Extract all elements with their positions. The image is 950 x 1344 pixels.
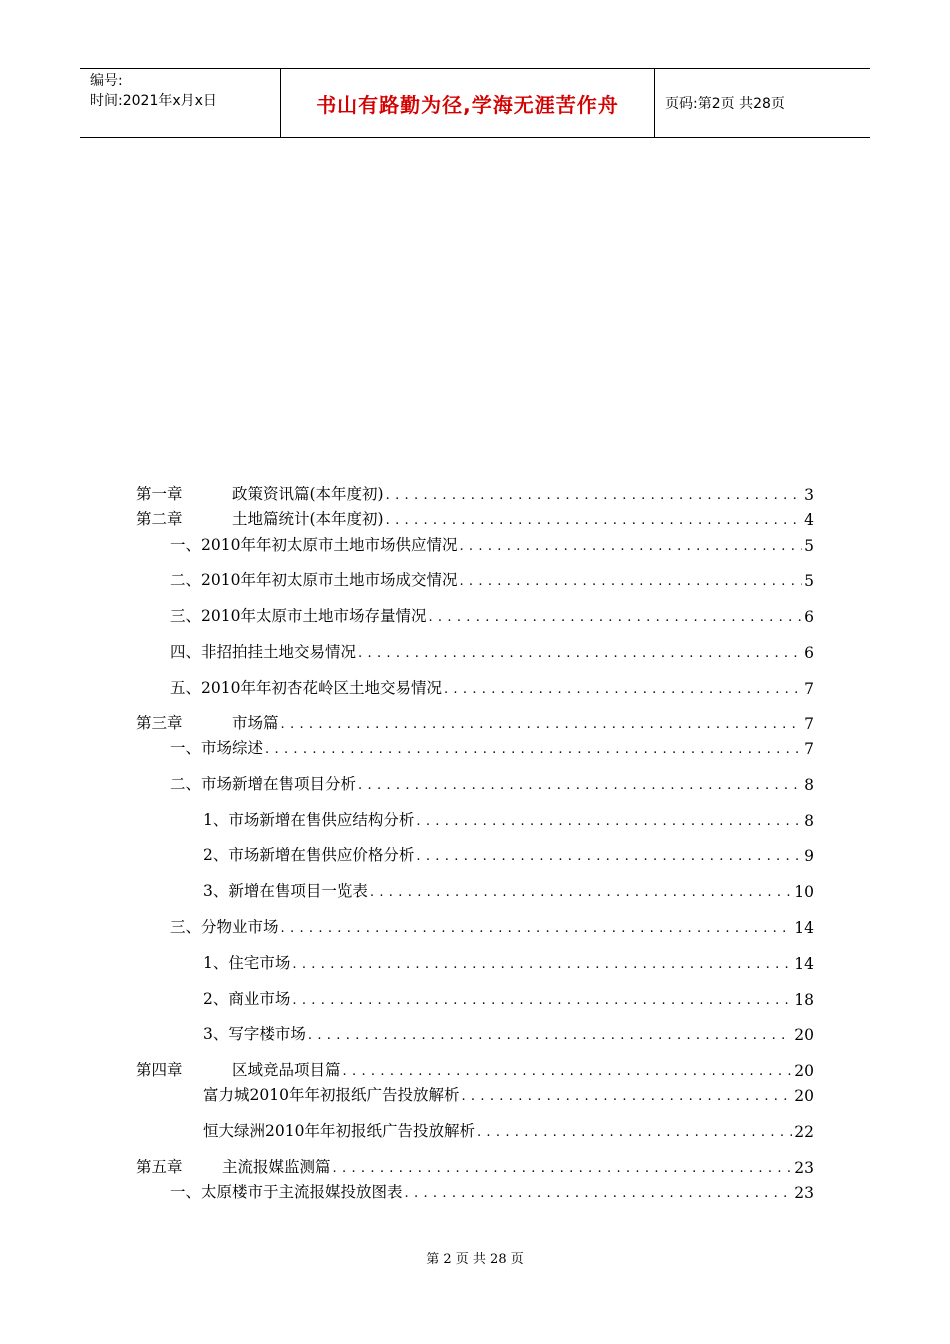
toc-leader (263, 736, 802, 758)
toc-leader (290, 951, 792, 973)
toc-leader (403, 1180, 793, 1202)
toc-page-number: 9 (804, 847, 814, 865)
toc-page-number: 18 (794, 991, 814, 1009)
toc-entry[interactable] (203, 1022, 814, 1044)
toc-entry[interactable] (170, 604, 814, 626)
toc-page-number: 10 (794, 883, 814, 901)
toc-entry-chapter-3[interactable] (136, 711, 814, 733)
toc-leader (290, 987, 792, 1009)
toc-leader (475, 1119, 792, 1141)
toc-page-number: 20 (794, 1087, 814, 1105)
toc-page-number: 14 (794, 955, 814, 973)
toc-title: 市场篇 (232, 714, 279, 732)
toc-title: 区域竞品项目篇 (232, 1061, 341, 1079)
toc-title: 一、太原楼市于主流报媒投放图表 (170, 1183, 403, 1201)
toc-leader (279, 915, 793, 937)
toc-entry[interactable] (203, 987, 814, 1009)
toc-title: 3、写字楼市场 (203, 1025, 306, 1043)
toc-page-number: 20 (794, 1026, 814, 1044)
toc-title: 2、商业市场 (203, 990, 291, 1008)
toc-title: 二、2010年年初太原市土地市场成交情况 (170, 571, 458, 589)
toc-leader (414, 808, 802, 830)
toc-leader (442, 676, 802, 698)
toc-leader (414, 843, 802, 865)
toc-chapter-label: 第一章 (136, 485, 183, 503)
toc-title: 恒大绿洲2010年年初报纸广告投放解析 (203, 1122, 475, 1140)
toc-page-number: 23 (794, 1159, 814, 1177)
toc-leader (279, 711, 803, 733)
toc-title: 富力城2010年年初报纸广告投放解析 (203, 1086, 460, 1104)
page-footer: 第 2 页 共 28 页 (426, 1252, 524, 1267)
toc-entry[interactable] (170, 676, 814, 698)
toc-page-number: 8 (804, 776, 814, 794)
toc-title: 三、2010年太原市土地市场存量情况 (170, 607, 427, 625)
toc-title: 2、市场新增在售供应价格分析 (203, 846, 415, 864)
toc-leader (331, 1155, 793, 1177)
toc-page-number: 4 (804, 511, 814, 529)
toc-entry[interactable] (170, 533, 814, 555)
toc-leader (356, 772, 802, 794)
header-meta (80, 69, 281, 137)
toc-leader (426, 604, 802, 626)
toc-leader (368, 879, 792, 901)
toc-entry[interactable] (203, 1083, 814, 1105)
toc-page-number: 22 (794, 1123, 814, 1141)
toc-leader (356, 640, 802, 662)
number-label: 编号: (90, 73, 123, 89)
toc-leader (341, 1058, 793, 1080)
toc-page-number: 20 (794, 1062, 814, 1080)
toc-entry[interactable] (170, 736, 814, 758)
toc-title: 一、市场综述 (170, 739, 264, 757)
toc-entry[interactable] (203, 808, 814, 830)
toc-leader (457, 568, 802, 590)
toc-page-number: 7 (804, 680, 814, 698)
header-page-info: 页码:第2页 共28页 (665, 96, 785, 112)
toc-entry[interactable] (170, 568, 814, 590)
toc-title: 三、分物业市场 (170, 918, 279, 936)
toc-page-number: 14 (794, 919, 814, 937)
toc-entry[interactable] (170, 772, 814, 794)
page-header (80, 68, 870, 138)
toc-entry-chapter-2[interactable] (136, 507, 814, 529)
toc-entry[interactable] (203, 843, 814, 865)
toc-leader (306, 1022, 792, 1044)
toc-title: 五、2010年年初杏花岭区土地交易情况 (170, 679, 442, 697)
toc-chapter-label: 第三章 (136, 714, 183, 732)
toc-leader (384, 507, 803, 529)
toc-page-number: 6 (804, 644, 814, 662)
toc-chapter-label: 第五章 (136, 1158, 183, 1176)
toc-entry[interactable] (203, 879, 814, 901)
toc-title: 1、市场新增在售供应结构分析 (203, 811, 415, 829)
toc-title: 二、市场新增在售项目分析 (170, 775, 357, 793)
toc-entry[interactable] (170, 640, 814, 662)
toc-title: 一、2010年年初太原市土地市场供应情况 (170, 536, 458, 554)
toc-page-number: 8 (804, 812, 814, 830)
toc-title: 主流报媒监测篇 (222, 1158, 331, 1176)
toc-entry[interactable] (170, 1180, 814, 1202)
toc-entry[interactable] (170, 915, 814, 937)
toc-page-number: 3 (804, 486, 814, 504)
toc-entry-chapter-5[interactable] (136, 1155, 814, 1177)
toc-page-number: 7 (804, 715, 814, 733)
toc-title: 四、非招拍挂土地交易情况 (170, 643, 357, 661)
header-motto: 书山有路勤为径,学海无涯苦作舟 (281, 69, 655, 137)
toc-entry-chapter-1[interactable] (136, 482, 814, 504)
toc-leader (384, 482, 803, 504)
time-label: 时间:2021年x月x日 (90, 93, 217, 109)
toc-title: 政策资讯篇(本年度初) (232, 485, 384, 503)
toc-entry[interactable] (203, 1119, 814, 1141)
toc-leader (457, 533, 802, 555)
toc-title: 1、住宅市场 (203, 954, 291, 972)
toc-title: 3、新增在售项目一览表 (203, 882, 368, 900)
toc-entry[interactable] (203, 951, 814, 973)
toc-page-number: 6 (804, 608, 814, 626)
toc-title: 土地篇统计(本年度初) (232, 510, 384, 528)
toc-chapter-label: 第二章 (136, 510, 183, 528)
toc-page-number: 5 (804, 572, 814, 590)
toc-leader (459, 1083, 792, 1105)
toc-page-number: 5 (804, 537, 814, 555)
toc-chapter-label: 第四章 (136, 1061, 183, 1079)
toc-entry-chapter-4[interactable] (136, 1058, 814, 1080)
toc-page-number: 23 (794, 1184, 814, 1202)
toc-page-number: 7 (804, 740, 814, 758)
